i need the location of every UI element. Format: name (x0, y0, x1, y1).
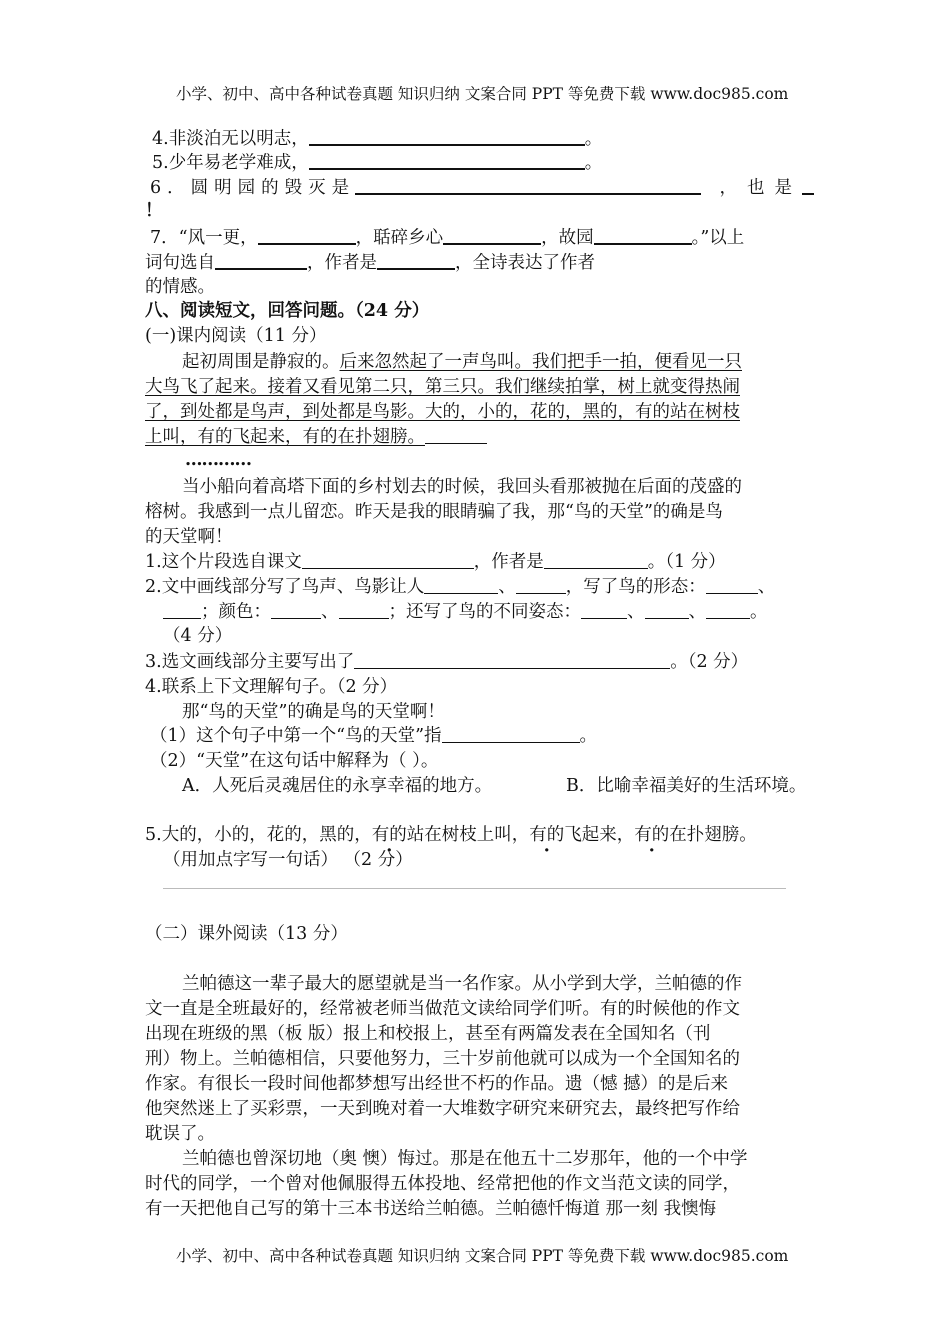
answer-blank[interactable] (271, 600, 321, 619)
underlined-text: 上叫，有的飞起来，有的在扑翅膀。 (145, 427, 425, 447)
answer-blank[interactable] (339, 600, 389, 619)
question-7-text-7: ，全诗表达了作者 (455, 253, 595, 273)
answer-blank[interactable] (802, 175, 814, 195)
part-1-title: (一)课内阅读（11 分） (145, 326, 327, 346)
reading-question-2-score: （4 分） (163, 626, 233, 646)
question-5 (152, 150, 602, 175)
answer-blank[interactable] (355, 175, 701, 195)
underlined-text: 后来忽然起了一声鸟叫。我们把手一拍，便看见一只 (339, 352, 742, 372)
reading-question-5 (145, 823, 757, 847)
answer-blank[interactable] (516, 575, 566, 594)
question-text: 、 (498, 577, 516, 597)
answer-blank[interactable] (215, 250, 307, 270)
question-text: 、 (688, 602, 706, 622)
question-7-line-2 (145, 250, 595, 275)
question-text: 2.文中画线部分写了鸟声、鸟影让人 (145, 577, 425, 597)
question-text: 、 (627, 602, 645, 622)
period: 。 (584, 153, 603, 173)
passage-3-line-9: 时代的同学，一个曾对他佩服得五体投地、经常把他的作文当范文读的同学， (145, 1174, 740, 1194)
answer-line[interactable] (163, 888, 786, 889)
question-text: ，作者是 (473, 552, 544, 572)
passage-3-line-3: 出现在班级的黑（板 版）报上和校报上，甚至有两篇发表在全国知名（刊 (145, 1024, 711, 1044)
question-7-text-6: ，作者是 (307, 253, 377, 273)
question-text: 。（1 分） (647, 552, 726, 572)
question-7-text-3: ，故园 (541, 228, 594, 248)
question-text: 。 (750, 602, 768, 622)
passage-3-line-2: 文一直是全班最好的，经常被老师当做范文读给同学们听。有的时候他的作文 (145, 999, 740, 1019)
question-text: ；还写了鸟的不同姿态： (388, 602, 581, 622)
dotted-word (372, 825, 407, 845)
question-text: 站在树枝上叫， (406, 825, 530, 845)
question-7-line-3: 的情感。 (145, 277, 215, 297)
question-4-text: 4.非淡泊无以明志， (152, 129, 309, 149)
reading-question-5-hint: （用加点字写一句话） （2 分） (163, 850, 413, 870)
question-text: ；颜色： (201, 602, 271, 622)
question-text: 3.选文画线部分主要写出了 (145, 652, 355, 672)
question-5-text: 5.少年易老学难成， (152, 153, 309, 173)
passage-1-line-3: 了，到处都是鸟声，到处都是鸟影。大的，小的，花的，黑的，有的站在树枝 (145, 402, 740, 422)
passage-2-line-1: 当小船向着高塔下面的乡村划去的时候，我回头看那被抛在后面的茂盛的 (182, 477, 742, 497)
question-7 (150, 225, 744, 250)
question-7-text-4: 。”以上 (691, 228, 745, 248)
answer-blank[interactable] (258, 225, 356, 245)
answer-blank[interactable] (424, 575, 498, 594)
answer-blank[interactable] (443, 225, 541, 245)
exclamation: ！ (145, 201, 163, 221)
question-6-text-2: ，也是 (719, 178, 802, 198)
reading-question-2-line-2 (163, 600, 768, 624)
underline-tail (425, 425, 487, 444)
passage-1-line-2: 大鸟飞了起来。接着又看见第二只，第三只。我们继续拍掌，树上就变得热闹 (145, 377, 740, 397)
question-7-text-2: ，聒碎乡心 (355, 228, 444, 248)
question-text: 1.这个片段选自课文 (145, 552, 302, 572)
answer-blank[interactable] (163, 600, 201, 619)
answer-blank[interactable] (309, 150, 585, 170)
passage-1-line-1 (182, 350, 742, 374)
answer-blank[interactable] (442, 724, 580, 743)
question-text: 、 (757, 577, 776, 597)
option-a[interactable]: A．人死后灵魂居住的永享幸福的地方。 (182, 776, 493, 796)
section-8-title: 八、阅读短文，回答问题。（24 分） (145, 301, 430, 321)
passage-3-line-8: 兰帕德也曾深切地（奥 懊）悔过。那是在他五十二岁那年，他的一个中学 (182, 1149, 748, 1169)
dotted-chars: 有的 (634, 825, 670, 845)
reading-question-2 (145, 575, 775, 599)
answer-blank[interactable] (377, 250, 455, 270)
question-text: ，写了鸟的形态： (565, 577, 706, 597)
answer-blank[interactable] (706, 600, 750, 619)
dotted-word (529, 825, 564, 845)
page-footer: 小学、初中、高中各种试卷真题 知识归纳 文案合同 PPT 等免费下载 www.doc985.com (176, 1247, 789, 1265)
answer-blank[interactable] (354, 650, 670, 669)
reading-question-4: 4.联系上下文理解句子。（2 分） (145, 677, 398, 697)
reading-question-4-1 (150, 724, 597, 748)
passage-3-line-1: 兰帕德这一辈子最大的愿望就是当一名作家。从小学到大学，兰帕德的作 (182, 974, 742, 994)
reading-question-1 (145, 550, 726, 574)
dotted-word (634, 825, 669, 845)
question-4 (152, 126, 602, 151)
question-text: （1）这个句子中第一个“鸟的天堂”指 (150, 726, 442, 746)
answer-blank[interactable] (309, 126, 585, 146)
passage-3-line-6: 他突然迷上了买彩票，一天到晚对着一大堆数字研究来研究去，最终把写作给 (145, 1099, 740, 1119)
question-text: 5.大的，小的，花的，黑的， (145, 825, 372, 845)
answer-blank[interactable] (544, 550, 648, 569)
question-7-text: 7．“风一更， (150, 228, 258, 248)
question-text: 飞起来， (564, 825, 635, 845)
question-text: 、 (321, 602, 339, 622)
passage-1-line-4 (145, 425, 487, 449)
reading-question-4-sentence: 那“鸟的天堂”的确是鸟的天堂啊！ (182, 702, 445, 722)
passage-3-line-4: 刑）物上。兰帕德相信，只要他努力，三十岁前他就可以成为一个全国知名的 (145, 1049, 740, 1069)
passage-2-line-3: 的天堂啊！ (145, 527, 233, 547)
answer-blank[interactable] (645, 600, 689, 619)
question-7-text-5: 词句选自 (145, 253, 215, 273)
period: 。 (584, 129, 603, 149)
passage-text: 起初周围是静寂的。 (182, 352, 340, 372)
question-6 (150, 175, 814, 200)
passage-3-line-7: 耽误了。 (145, 1124, 215, 1144)
answer-blank[interactable] (706, 575, 758, 594)
page-header: 小学、初中、高中各种试卷真题 知识归纳 文案合同 PPT 等免费下载 www.doc985.com (176, 85, 789, 103)
dotted-chars: 有的 (371, 825, 407, 845)
question-6-text: 6．圆明园的毁灭是 (150, 178, 356, 198)
question-text: 。（2 分） (670, 652, 749, 672)
ellipsis: ………… (185, 450, 251, 470)
answer-blank[interactable] (581, 600, 627, 619)
reading-question-3 (145, 650, 748, 674)
passage-3-line-5: 作家。有很长一段时间他都梦想写出经世不朽的作品。遗（憾 撼）的是后来 (145, 1074, 729, 1094)
question-text: 在扑翅膀。 (669, 825, 757, 845)
dotted-chars: 有的 (529, 825, 565, 845)
reading-question-4-2: （2）“天堂”在这句话中解释为（ ）。 (150, 751, 439, 771)
passage-3-line-10: 有一天把他自己写的第十三本书送给兰帕德。兰帕德忏悔道 那一刻 我懊悔 (145, 1199, 717, 1219)
part-2-title: （二）课外阅读（13 分） (145, 924, 348, 944)
question-text: 。 (579, 726, 598, 746)
answer-blank[interactable] (594, 225, 692, 245)
option-b[interactable]: B．比喻幸福美好的生活环境。 (566, 776, 807, 796)
passage-2-line-2: 榕树。我感到一点儿留恋。昨天是我的眼睛骗了我，那“鸟的天堂”的确是鸟 (145, 502, 723, 522)
answer-blank[interactable] (302, 550, 474, 569)
